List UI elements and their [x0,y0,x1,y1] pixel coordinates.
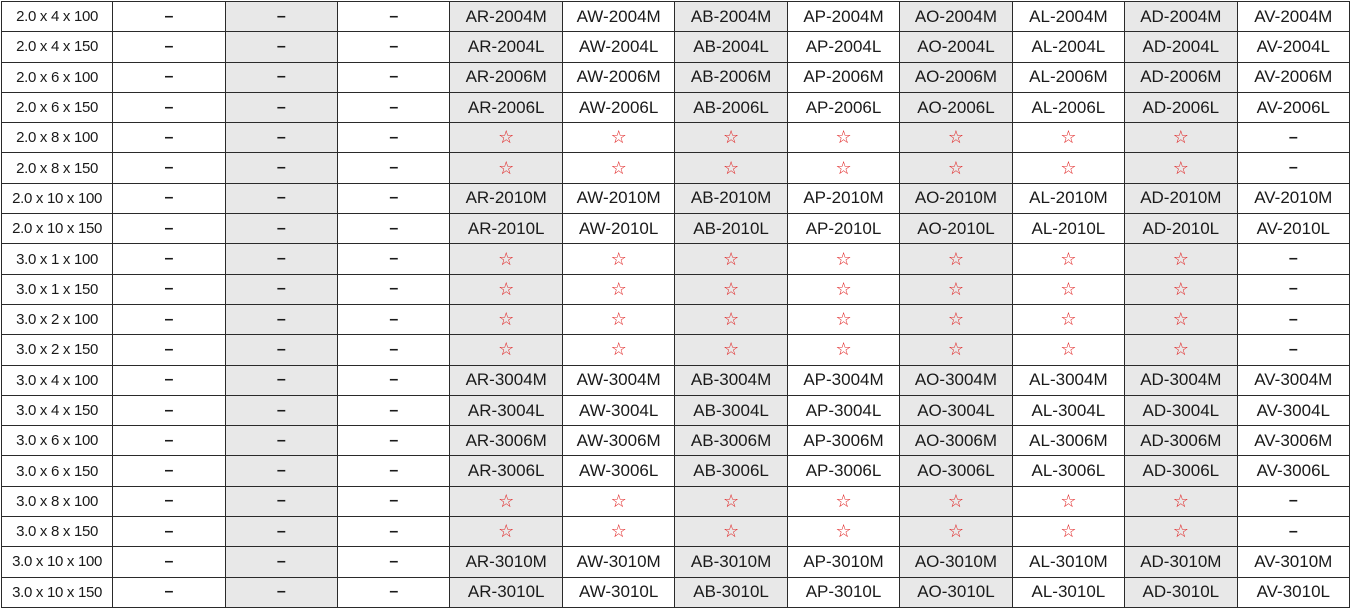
table-row [2,365,1350,395]
table-row [2,456,1350,486]
table-row [2,274,1350,304]
star-outline-icon: ☆ [675,517,787,547]
unavailable-dash-cell: – [113,92,225,122]
unavailable-dash-cell: – [113,577,225,607]
unavailable-dash-cell: – [1237,335,1349,365]
product-code-cell: AO-2004L [900,32,1012,62]
star-outline-icon: ☆ [787,244,899,274]
size-cell: 2.0 x 8 x 100 [2,123,113,153]
product-code-cell: AW-2004L [562,32,674,62]
star-outline-icon: ☆ [562,153,674,183]
star-outline-icon: ☆ [675,123,787,153]
product-code-cell: AD-3010M [1125,547,1237,577]
unavailable-dash-cell: – [1237,304,1349,334]
product-code-cell: AO-3004M [900,365,1012,395]
size-cell: 3.0 x 2 x 100 [2,304,113,334]
product-code-cell: AW-2010M [562,183,674,213]
unavailable-dash-cell: – [338,365,450,395]
product-code-cell: AW-3006L [562,456,674,486]
star-outline-icon: ☆ [900,244,1012,274]
star-outline-icon: ☆ [900,304,1012,334]
star-outline-icon: ☆ [1012,335,1124,365]
size-cell: 2.0 x 4 x 100 [2,2,113,32]
unavailable-dash-cell: – [338,304,450,334]
star-outline-icon: ☆ [450,274,562,304]
star-outline-icon: ☆ [1125,517,1237,547]
size-cell: 3.0 x 6 x 150 [2,456,113,486]
unavailable-dash-cell: – [113,62,225,92]
unavailable-dash-cell: – [225,365,337,395]
star-outline-icon: ☆ [1125,304,1237,334]
unavailable-dash-cell: – [225,244,337,274]
star-outline-icon: ☆ [787,123,899,153]
unavailable-dash-cell: – [225,62,337,92]
product-code-cell: AP-2010M [787,183,899,213]
star-outline-icon: ☆ [1125,244,1237,274]
unavailable-dash-cell: – [113,214,225,244]
unavailable-dash-cell: – [113,244,225,274]
product-code-cell: AD-3004M [1125,365,1237,395]
table-row [2,62,1350,92]
unavailable-dash-cell: – [225,304,337,334]
size-cell: 3.0 x 10 x 150 [2,577,113,607]
product-code-cell: AL-3004L [1012,395,1124,425]
product-code-cell: AB-2010L [675,214,787,244]
product-code-cell: AB-3010L [675,577,787,607]
size-cell: 3.0 x 6 x 100 [2,426,113,456]
product-code-table [1,1,1350,608]
product-code-cell: AR-2006L [450,92,562,122]
star-outline-icon: ☆ [450,304,562,334]
star-outline-icon: ☆ [1012,244,1124,274]
unavailable-dash-cell: – [1237,244,1349,274]
product-code-cell: AL-2004M [1012,2,1124,32]
unavailable-dash-cell: – [1237,153,1349,183]
size-cell: 3.0 x 4 x 150 [2,395,113,425]
product-code-cell: AO-3006L [900,456,1012,486]
unavailable-dash-cell: – [225,395,337,425]
size-cell: 2.0 x 4 x 150 [2,32,113,62]
product-code-cell: AD-2004M [1125,2,1237,32]
product-code-cell: AR-3006M [450,426,562,456]
unavailable-dash-cell: – [225,274,337,304]
star-outline-icon: ☆ [1012,274,1124,304]
star-outline-icon: ☆ [1125,274,1237,304]
product-code-cell: AW-2010L [562,214,674,244]
table-row [2,123,1350,153]
unavailable-dash-cell: – [113,304,225,334]
product-code-cell: AL-2004L [1012,32,1124,62]
product-code-cell: AR-2006M [450,62,562,92]
star-outline-icon: ☆ [450,123,562,153]
product-code-cell: AL-2010L [1012,214,1124,244]
unavailable-dash-cell: – [113,153,225,183]
table-row [2,547,1350,577]
unavailable-dash-cell: – [113,395,225,425]
star-outline-icon: ☆ [1125,123,1237,153]
unavailable-dash-cell: – [225,123,337,153]
product-code-cell: AV-2010L [1237,214,1349,244]
star-outline-icon: ☆ [562,517,674,547]
unavailable-dash-cell: – [338,274,450,304]
star-outline-icon: ☆ [787,335,899,365]
product-code-cell: AP-3010M [787,547,899,577]
star-outline-icon: ☆ [900,123,1012,153]
star-outline-icon: ☆ [675,304,787,334]
product-code-cell: AO-2010L [900,214,1012,244]
product-code-cell: AL-3010L [1012,577,1124,607]
size-cell: 3.0 x 4 x 100 [2,365,113,395]
table-row [2,517,1350,547]
unavailable-dash-cell: – [338,123,450,153]
product-code-cell: AP-3010L [787,577,899,607]
unavailable-dash-cell: – [113,456,225,486]
unavailable-dash-cell: – [113,517,225,547]
table-row [2,335,1350,365]
unavailable-dash-cell: – [338,517,450,547]
star-outline-icon: ☆ [562,486,674,516]
product-code-cell: AR-2010L [450,214,562,244]
star-outline-icon: ☆ [562,304,674,334]
product-code-cell: AO-2006M [900,62,1012,92]
product-code-cell: AP-2010L [787,214,899,244]
product-code-cell: AW-2006M [562,62,674,92]
table-body [2,2,1350,608]
product-code-cell: AB-2006L [675,92,787,122]
unavailable-dash-cell: – [225,577,337,607]
product-code-cell: AV-3004L [1237,395,1349,425]
unavailable-dash-cell: – [225,335,337,365]
table-row [2,153,1350,183]
unavailable-dash-cell: – [338,62,450,92]
table-row [2,577,1350,607]
unavailable-dash-cell: – [338,214,450,244]
unavailable-dash-cell: – [113,32,225,62]
unavailable-dash-cell: – [225,92,337,122]
star-outline-icon: ☆ [787,153,899,183]
size-cell: 3.0 x 1 x 100 [2,244,113,274]
product-code-cell: AD-3004L [1125,395,1237,425]
unavailable-dash-cell: – [225,456,337,486]
unavailable-dash-cell: – [113,335,225,365]
product-code-cell: AV-3004M [1237,365,1349,395]
product-code-cell: AD-3006L [1125,456,1237,486]
star-outline-icon: ☆ [1125,486,1237,516]
star-outline-icon: ☆ [1012,517,1124,547]
product-code-cell: AV-3006L [1237,456,1349,486]
product-code-cell: AO-3004L [900,395,1012,425]
table-row [2,183,1350,213]
unavailable-dash-cell: – [225,426,337,456]
product-code-cell: AO-3006M [900,426,1012,456]
star-outline-icon: ☆ [900,153,1012,183]
product-code-cell: AD-3010L [1125,577,1237,607]
product-code-cell: AR-3006L [450,456,562,486]
star-outline-icon: ☆ [562,335,674,365]
product-code-cell: AB-3004L [675,395,787,425]
star-outline-icon: ☆ [675,274,787,304]
product-code-cell: AD-2010M [1125,183,1237,213]
table-row [2,2,1350,32]
product-code-cell: AO-2004M [900,2,1012,32]
product-code-cell: AD-2006L [1125,92,1237,122]
star-outline-icon: ☆ [450,486,562,516]
unavailable-dash-cell: – [338,395,450,425]
product-code-cell: AW-3010M [562,547,674,577]
unavailable-dash-cell: – [1237,486,1349,516]
product-code-cell: AR-2010M [450,183,562,213]
unavailable-dash-cell: – [113,365,225,395]
star-outline-icon: ☆ [1125,335,1237,365]
product-code-cell: AR-3004M [450,365,562,395]
unavailable-dash-cell: – [338,244,450,274]
star-outline-icon: ☆ [1125,153,1237,183]
product-code-cell: AB-2004L [675,32,787,62]
product-code-cell: AW-2006L [562,92,674,122]
product-code-cell: AR-2004L [450,32,562,62]
product-code-cell: AD-2004L [1125,32,1237,62]
unavailable-dash-cell: – [113,274,225,304]
unavailable-dash-cell: – [113,426,225,456]
unavailable-dash-cell: – [113,123,225,153]
unavailable-dash-cell: – [338,32,450,62]
size-cell: 3.0 x 8 x 150 [2,517,113,547]
star-outline-icon: ☆ [450,517,562,547]
unavailable-dash-cell: – [338,335,450,365]
product-code-cell: AL-2006L [1012,92,1124,122]
size-cell: 2.0 x 6 x 150 [2,92,113,122]
star-outline-icon: ☆ [450,153,562,183]
size-cell: 2.0 x 8 x 150 [2,153,113,183]
unavailable-dash-cell: – [338,577,450,607]
product-code-cell: AL-3004M [1012,365,1124,395]
star-outline-icon: ☆ [1012,153,1124,183]
product-code-cell: AB-2004M [675,2,787,32]
product-code-cell: AW-3004L [562,395,674,425]
size-cell: 3.0 x 8 x 100 [2,486,113,516]
product-code-cell: AL-3010M [1012,547,1124,577]
unavailable-dash-cell: – [338,183,450,213]
unavailable-dash-cell: – [225,183,337,213]
unavailable-dash-cell: – [225,2,337,32]
size-cell: 3.0 x 2 x 150 [2,335,113,365]
unavailable-dash-cell: – [225,517,337,547]
product-code-cell: AR-3010M [450,547,562,577]
product-code-cell: AP-3006L [787,456,899,486]
product-code-cell: AV-2006M [1237,62,1349,92]
product-code-cell: AR-3010L [450,577,562,607]
product-code-cell: AD-2006M [1125,62,1237,92]
star-outline-icon: ☆ [562,123,674,153]
star-outline-icon: ☆ [1012,486,1124,516]
table-row [2,395,1350,425]
product-code-cell: AL-2010M [1012,183,1124,213]
unavailable-dash-cell: – [338,547,450,577]
star-outline-icon: ☆ [787,517,899,547]
size-cell: 2.0 x 10 x 100 [2,183,113,213]
unavailable-dash-cell: – [113,547,225,577]
size-cell: 2.0 x 6 x 100 [2,62,113,92]
star-outline-icon: ☆ [900,486,1012,516]
unavailable-dash-cell: – [113,2,225,32]
star-outline-icon: ☆ [450,244,562,274]
product-code-cell: AB-3006M [675,426,787,456]
unavailable-dash-cell: – [1237,274,1349,304]
unavailable-dash-cell: – [225,153,337,183]
star-outline-icon: ☆ [787,274,899,304]
product-code-cell: AB-3010M [675,547,787,577]
star-outline-icon: ☆ [675,244,787,274]
product-code-cell: AO-2010M [900,183,1012,213]
unavailable-dash-cell: – [225,486,337,516]
product-code-cell: AL-2006M [1012,62,1124,92]
product-code-cell: AP-3004M [787,365,899,395]
product-code-cell: AW-2004M [562,2,674,32]
unavailable-dash-cell: – [225,32,337,62]
unavailable-dash-cell: – [113,183,225,213]
unavailable-dash-cell: – [338,426,450,456]
unavailable-dash-cell: – [338,153,450,183]
product-code-cell: AW-3006M [562,426,674,456]
star-outline-icon: ☆ [787,304,899,334]
product-code-cell: AB-3006L [675,456,787,486]
product-code-cell: AW-3004M [562,365,674,395]
product-code-cell: AV-3010L [1237,577,1349,607]
product-code-cell: AV-3006M [1237,426,1349,456]
table-row [2,304,1350,334]
product-code-cell: AB-2010M [675,183,787,213]
product-code-cell: AV-2004L [1237,32,1349,62]
size-cell: 3.0 x 10 x 100 [2,547,113,577]
product-code-cell: AB-3004M [675,365,787,395]
star-outline-icon: ☆ [675,153,787,183]
product-code-cell: AB-2006M [675,62,787,92]
product-code-cell: AO-2006L [900,92,1012,122]
table-row [2,92,1350,122]
star-outline-icon: ☆ [900,517,1012,547]
product-code-cell: AR-3004L [450,395,562,425]
unavailable-dash-cell: – [338,2,450,32]
size-cell: 3.0 x 1 x 150 [2,274,113,304]
product-code-cell: AL-3006L [1012,456,1124,486]
product-code-cell: AR-2004M [450,2,562,32]
product-code-cell: AV-2010M [1237,183,1349,213]
product-code-cell: AP-3004L [787,395,899,425]
star-outline-icon: ☆ [675,335,787,365]
product-code-cell: AL-3006M [1012,426,1124,456]
star-outline-icon: ☆ [900,274,1012,304]
product-code-cell: AV-2004M [1237,2,1349,32]
table-row [2,214,1350,244]
table-row [2,32,1350,62]
unavailable-dash-cell: – [338,92,450,122]
star-outline-icon: ☆ [1012,304,1124,334]
unavailable-dash-cell: – [338,456,450,486]
star-outline-icon: ☆ [675,486,787,516]
product-code-cell: AV-2006L [1237,92,1349,122]
star-outline-icon: ☆ [562,244,674,274]
unavailable-dash-cell: – [225,547,337,577]
size-cell: 2.0 x 10 x 150 [2,214,113,244]
unavailable-dash-cell: – [1237,123,1349,153]
star-outline-icon: ☆ [787,486,899,516]
star-outline-icon: ☆ [1012,123,1124,153]
table-row [2,244,1350,274]
product-code-cell: AD-3006M [1125,426,1237,456]
product-code-cell: AD-2010L [1125,214,1237,244]
product-code-cell: AP-2006M [787,62,899,92]
product-code-cell: AP-2004M [787,2,899,32]
unavailable-dash-cell: – [1237,517,1349,547]
table-row [2,486,1350,516]
product-code-cell: AP-2006L [787,92,899,122]
product-code-cell: AP-2004L [787,32,899,62]
product-code-cell: AW-3010L [562,577,674,607]
star-outline-icon: ☆ [562,274,674,304]
product-code-cell: AO-3010M [900,547,1012,577]
product-code-cell: AO-3010L [900,577,1012,607]
product-code-cell: AV-3010M [1237,547,1349,577]
unavailable-dash-cell: – [113,486,225,516]
unavailable-dash-cell: – [225,214,337,244]
table-row [2,426,1350,456]
star-outline-icon: ☆ [450,335,562,365]
unavailable-dash-cell: – [338,486,450,516]
product-code-cell: AP-3006M [787,426,899,456]
star-outline-icon: ☆ [900,335,1012,365]
